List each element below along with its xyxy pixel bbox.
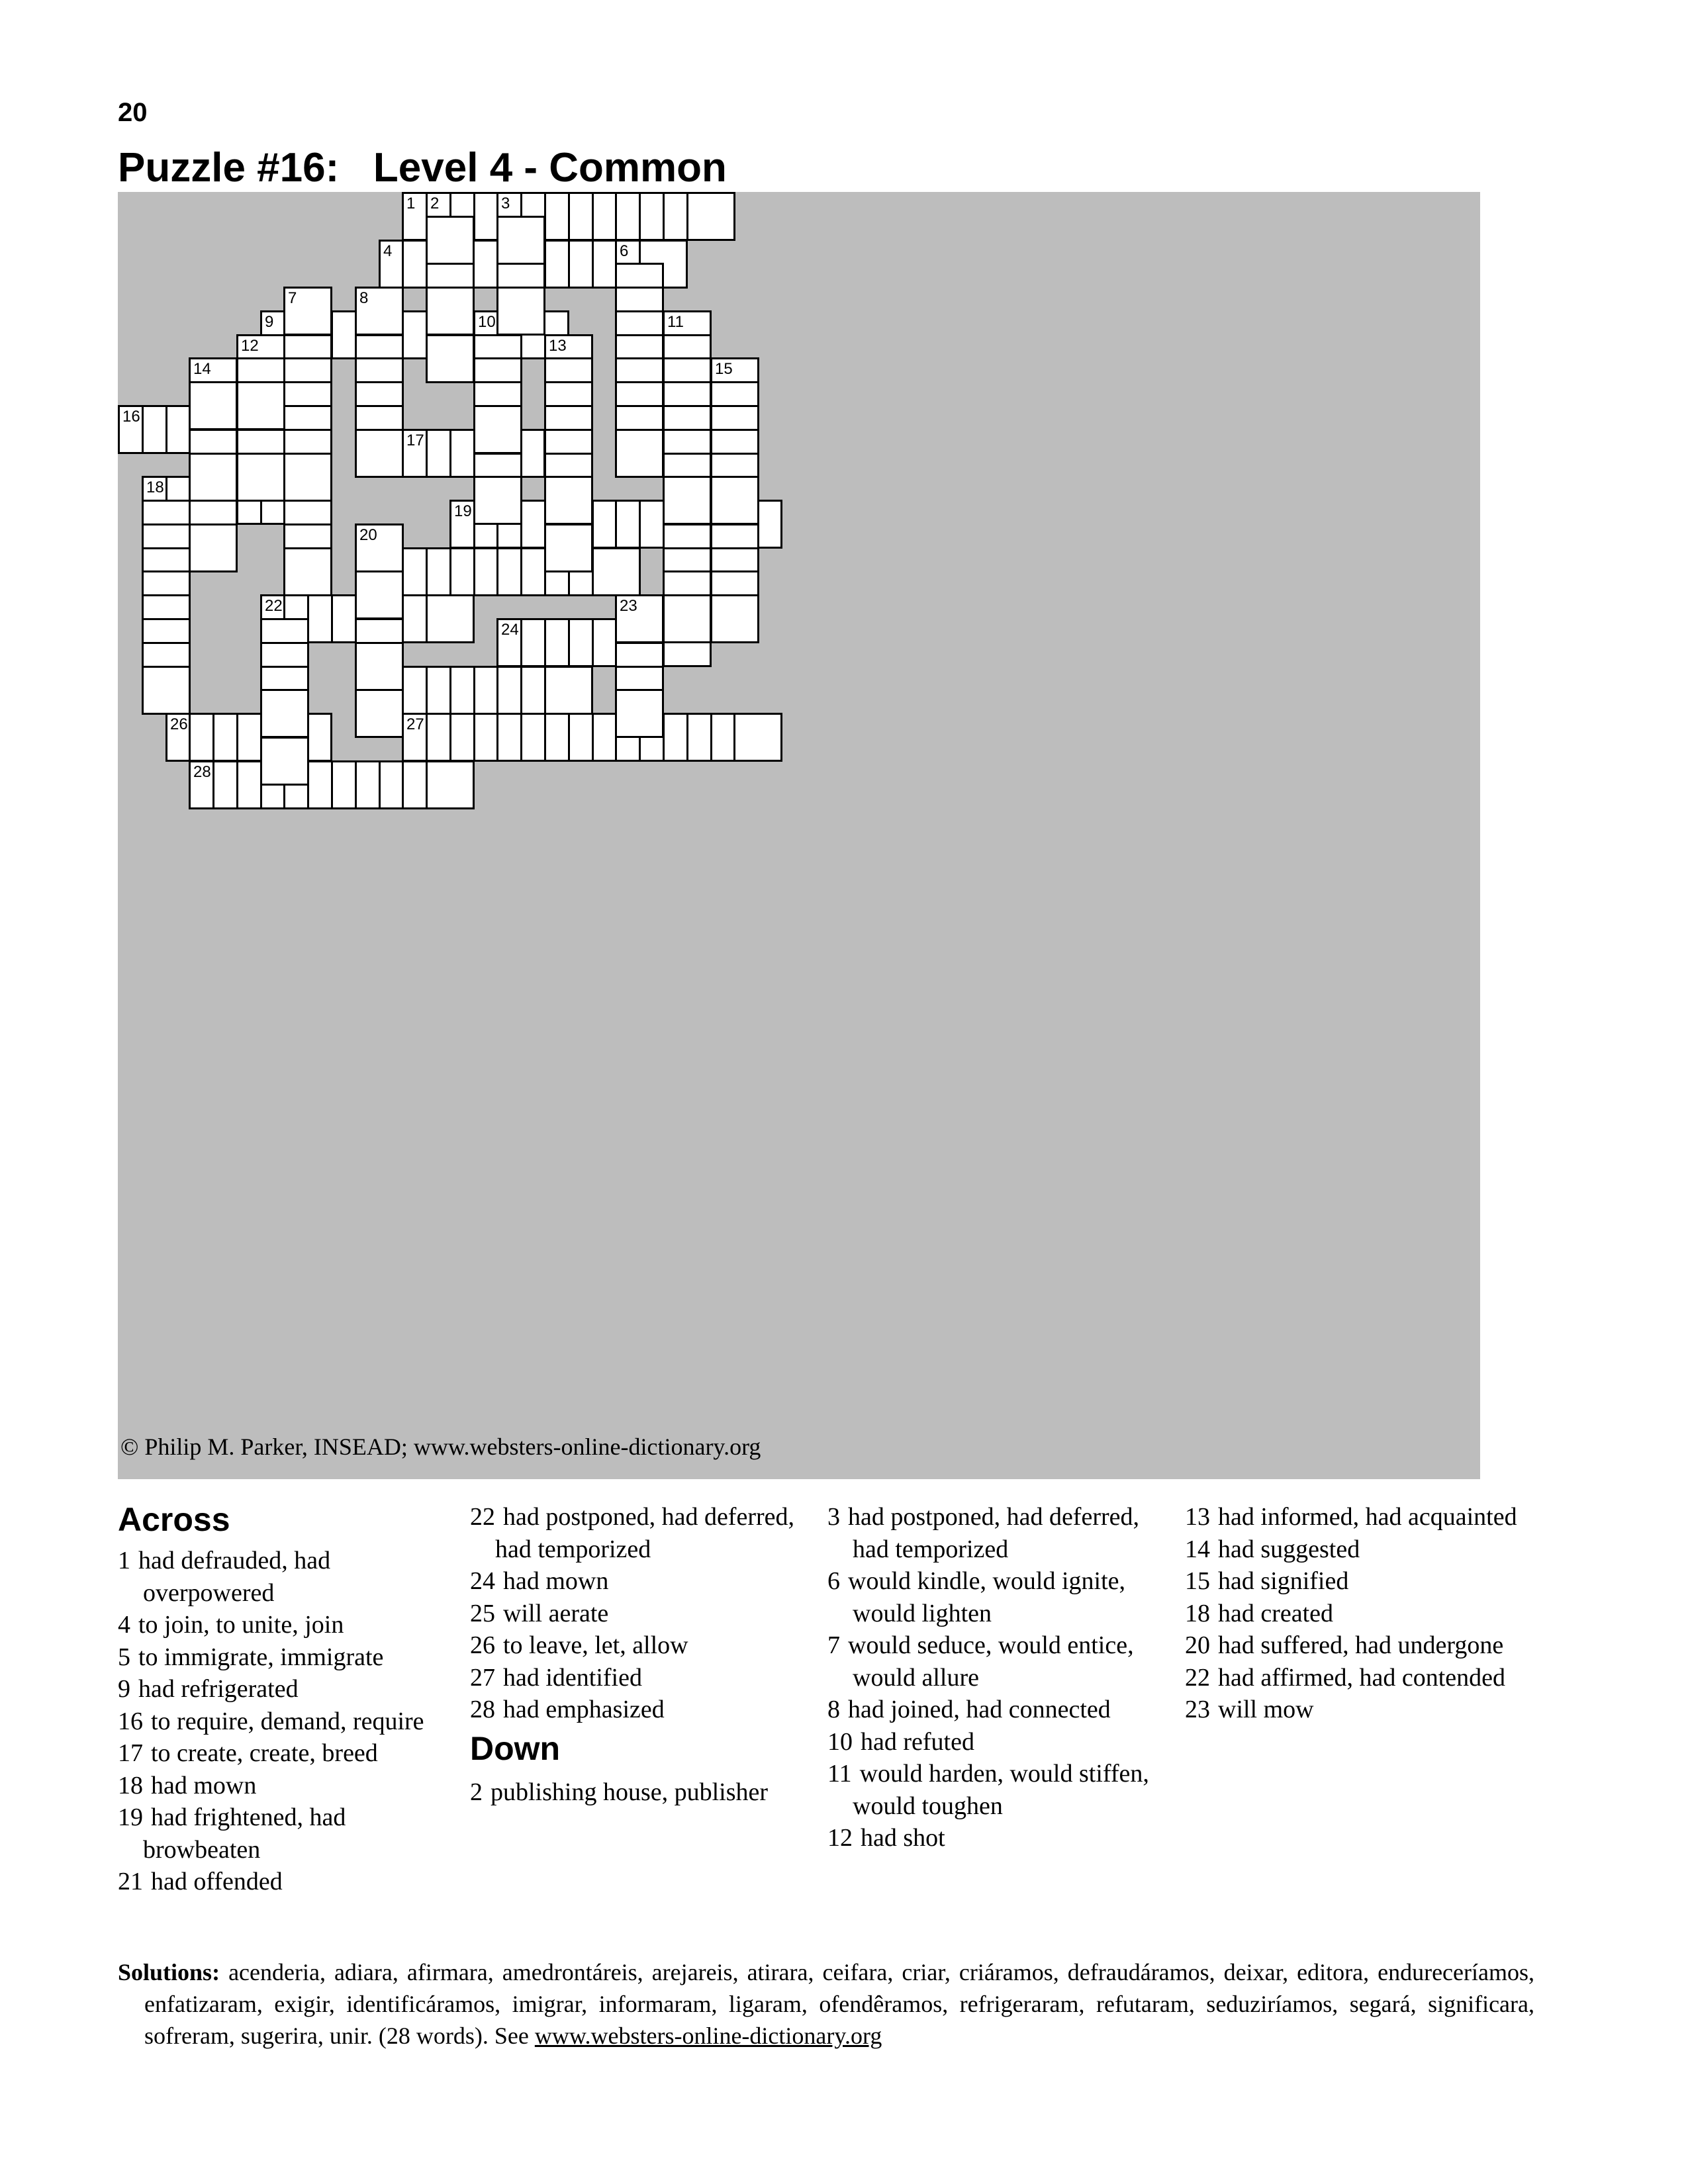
grid-cell[interactable]: [236, 381, 285, 430]
clue-text: had joined, had connected: [848, 1696, 1111, 1723]
clue-number: 26: [170, 715, 188, 733]
down-clue: [1185, 1694, 1529, 1726]
clue-text: had signified: [1218, 1567, 1349, 1595]
grid-cells: [118, 192, 1480, 1479]
grid-cell[interactable]: [355, 523, 404, 572]
grid-cell[interactable]: [663, 594, 712, 643]
down-clue: [827, 1694, 1172, 1726]
clue-number: 3: [501, 195, 510, 212]
clue-text: would harden, would stiffen, would toughen: [853, 1760, 1149, 1820]
grid-cell[interactable]: [260, 737, 309, 786]
across-clue: [118, 1801, 449, 1866]
grid-cell[interactable]: [426, 760, 475, 809]
solutions-text: acenderia, adiara, afirmara, amedrontáreis, arejareis, atirara, ceifara, criar, criáramos, defraudáramos, deixar, editora, endureceríamos, enfatizaram, exigir, identificáramos, imigrar, informaram, ligaram, ofendêramos, refrigeraram, refutaram, seduziríamos, segará, significara, sofreram, sugerira, unir. (28 words). See: [144, 1959, 1534, 2049]
clue-number: 19: [118, 1803, 143, 1831]
grid-cell[interactable]: [355, 429, 404, 478]
grid-cell[interactable]: [283, 547, 332, 596]
down-clue: [827, 1758, 1172, 1822]
grid-cell[interactable]: [426, 216, 475, 265]
clue-number: 9: [118, 1675, 130, 1703]
down-clue: [1185, 1533, 1529, 1566]
clue-number: 14: [193, 360, 211, 378]
clue-text: had refrigerated: [138, 1675, 299, 1703]
clue-number: 10: [478, 313, 496, 331]
grid-cell[interactable]: [496, 287, 545, 336]
grid-cell[interactable]: [686, 192, 735, 241]
clue-number: 23: [1185, 1696, 1210, 1723]
clue-number: 4: [118, 1611, 130, 1639]
clue-text: had frightened, had browbeaten: [143, 1803, 346, 1864]
grid-cell[interactable]: [544, 523, 593, 572]
across-clue: [470, 1565, 814, 1598]
clue-number: 2: [470, 1778, 483, 1806]
clue-number: 6: [827, 1567, 840, 1595]
clue-text: publishing house, publisher: [491, 1778, 769, 1806]
clue-number: 15: [715, 360, 733, 378]
clue-number: 19: [454, 502, 472, 520]
clue-text: had emphasized: [503, 1696, 665, 1723]
grid-cell[interactable]: [426, 594, 475, 643]
down-clue-list-continued-2: [1185, 1501, 1529, 1726]
clue-text: had informed, had acquainted: [1218, 1503, 1517, 1531]
clue-number: 1: [118, 1547, 130, 1574]
clue-text: had mown: [503, 1567, 609, 1595]
clue-number: 10: [827, 1727, 853, 1756]
grid-cell[interactable]: [663, 476, 712, 525]
clue-number: 25: [470, 1599, 495, 1627]
clue-number: 5: [118, 1643, 130, 1671]
clue-text: to require, demand, require: [151, 1707, 424, 1735]
clue-number: 27: [406, 715, 424, 733]
copyright-notice: © Philip M. Parker, INSEAD; www.websters-online-dictionary.org: [120, 1433, 761, 1460]
down-clue: [827, 1565, 1172, 1629]
clue-text: had refuted: [861, 1727, 974, 1756]
down-clue: [827, 1822, 1172, 1854]
grid-cell[interactable]: [189, 453, 238, 502]
grid-cell[interactable]: [615, 689, 664, 738]
down-clue: [827, 1629, 1172, 1694]
clue-text: will aerate: [503, 1599, 609, 1627]
down-clues-column-3: [827, 1501, 1172, 1854]
clue-number: 8: [827, 1696, 840, 1723]
grid-cell[interactable]: [496, 216, 545, 265]
down-clue-list-continued: [827, 1501, 1172, 1854]
page-number: 20: [118, 98, 148, 127]
down-clues-column-4: [1185, 1501, 1529, 1726]
grid-cell[interactable]: [710, 476, 759, 525]
grid-cell[interactable]: [615, 594, 664, 643]
down-clue: [1185, 1565, 1529, 1598]
across-clues-column-2: [470, 1501, 814, 1808]
clue-number: 17: [406, 432, 424, 449]
clue-text: had affirmed, had contended: [1218, 1663, 1506, 1692]
clue-number: 24: [470, 1567, 495, 1595]
grid-cell[interactable]: [710, 594, 759, 643]
clue-number: 22: [470, 1503, 495, 1531]
clue-number: 12: [827, 1824, 853, 1852]
across-clue: [118, 1866, 449, 1898]
grid-cell[interactable]: [733, 713, 782, 762]
grid-cell[interactable]: [355, 287, 404, 336]
crossword-grid: [118, 192, 1480, 1479]
across-clue: [470, 1629, 814, 1662]
across-clue: [470, 1662, 814, 1694]
clue-text: to immigrate, immigrate: [138, 1643, 384, 1671]
grid-cell[interactable]: [355, 689, 404, 738]
clue-number: 6: [620, 242, 629, 260]
across-clue: [470, 1501, 814, 1565]
down-clue: [470, 1776, 814, 1809]
clue-text: had shot: [861, 1824, 945, 1852]
clue-number: 11: [827, 1760, 852, 1788]
across-clue: [118, 1673, 449, 1706]
across-clue: [118, 1545, 449, 1609]
clue-text: will mow: [1218, 1696, 1314, 1723]
down-clue-list: [470, 1776, 814, 1809]
clue-number: 20: [359, 526, 377, 544]
grid-cell[interactable]: [142, 666, 191, 715]
clue-text: had created: [1218, 1599, 1334, 1627]
clue-text: had mown: [151, 1771, 257, 1799]
across-clue: [118, 1737, 449, 1770]
across-clue-list: [118, 1545, 449, 1898]
clue-number: 15: [1185, 1567, 1210, 1595]
clue-number: 7: [288, 289, 297, 307]
clue-number: 14: [1185, 1535, 1210, 1563]
across-clue: [118, 1641, 449, 1674]
across-clue: [118, 1706, 449, 1738]
grid-cell[interactable]: [615, 429, 664, 478]
down-clue: [827, 1726, 1172, 1758]
clue-text: had postponed, had deferred, had temporized: [848, 1503, 1140, 1563]
clue-number: 12: [241, 337, 259, 355]
solutions-link[interactable]: www.websters-online-dictionary.org: [534, 2023, 882, 2049]
clue-text: to join, to unite, join: [138, 1611, 344, 1639]
grid-cell[interactable]: [283, 287, 332, 336]
grid-cell[interactable]: [426, 334, 475, 383]
clue-number: 24: [501, 621, 519, 639]
grid-cell[interactable]: [355, 642, 404, 691]
clue-number: 3: [827, 1503, 840, 1531]
down-clue: [1185, 1662, 1529, 1694]
across-clue-list-continued: [470, 1501, 814, 1726]
clue-number: 18: [1185, 1599, 1210, 1627]
across-clue: [118, 1609, 449, 1641]
down-clue: [827, 1501, 1172, 1565]
clue-text: would seduce, would entice, would allure: [848, 1631, 1134, 1692]
clue-number: 16: [122, 408, 140, 426]
grid-cell[interactable]: [260, 689, 309, 738]
grid-cell[interactable]: [544, 476, 593, 525]
clue-text: had defrauded, had overpowered: [138, 1547, 331, 1607]
clue-number: 21: [118, 1868, 143, 1895]
solutions-label: Solutions:: [118, 1959, 220, 1985]
clue-number: 11: [667, 313, 684, 331]
down-clue: [1185, 1629, 1529, 1662]
clue-number: 16: [118, 1707, 143, 1735]
clue-number: 2: [430, 195, 440, 212]
down-clue: [1185, 1501, 1529, 1533]
across-clue: [118, 1770, 449, 1802]
clue-text: had identified: [503, 1663, 642, 1692]
clue-number: 17: [118, 1739, 143, 1767]
clue-number: 23: [620, 597, 637, 615]
clue-text: had postponed, had deferred, had temporized: [495, 1503, 795, 1563]
clue-number: 18: [146, 478, 164, 496]
grid-cell[interactable]: [283, 453, 332, 502]
clue-number: 28: [470, 1696, 495, 1723]
puzzle-title: Puzzle #16: Level 4 - Common: [118, 145, 727, 191]
clue-number: 8: [359, 289, 369, 307]
clue-number: 4: [383, 242, 393, 260]
clue-text: would kindle, would ignite, would lighten: [848, 1567, 1126, 1627]
grid-cell[interactable]: [473, 476, 522, 525]
grid-cell[interactable]: [355, 570, 404, 619]
clue-text: had offended: [151, 1868, 283, 1895]
across-clue: [470, 1598, 814, 1630]
grid-cell[interactable]: [592, 547, 641, 596]
clue-number: 18: [118, 1771, 143, 1799]
grid-cell[interactable]: [473, 405, 522, 454]
clue-text: had suffered, had undergone: [1218, 1631, 1504, 1659]
clue-number: 7: [827, 1631, 840, 1659]
solutions-paragraph: [118, 1956, 1534, 2052]
grid-cell[interactable]: [189, 523, 238, 572]
clue-text: to leave, let, allow: [503, 1631, 688, 1659]
clue-number: 28: [193, 763, 211, 781]
clue-number: 26: [470, 1631, 495, 1659]
clue-number: 9: [265, 313, 274, 331]
clue-number: 20: [1185, 1631, 1210, 1659]
clue-number: 13: [1185, 1503, 1210, 1531]
clue-number: 22: [1185, 1663, 1210, 1692]
across-clue: [470, 1694, 814, 1726]
clue-text: had suggested: [1218, 1535, 1360, 1563]
grid-cell[interactable]: [426, 287, 475, 336]
clue-number: 13: [549, 337, 567, 355]
grid-cell[interactable]: [236, 453, 285, 502]
clue-text: to create, create, breed: [151, 1739, 378, 1767]
across-clues-column-1: [118, 1501, 449, 1898]
clue-number: 1: [406, 195, 416, 212]
down-heading: Down: [470, 1729, 561, 1767]
grid-cell[interactable]: [544, 666, 593, 715]
clue-number: 22: [265, 597, 283, 615]
across-heading: Across: [118, 1501, 230, 1538]
clue-number: 27: [470, 1663, 495, 1692]
grid-cell[interactable]: [189, 381, 238, 430]
down-clue: [1185, 1598, 1529, 1630]
